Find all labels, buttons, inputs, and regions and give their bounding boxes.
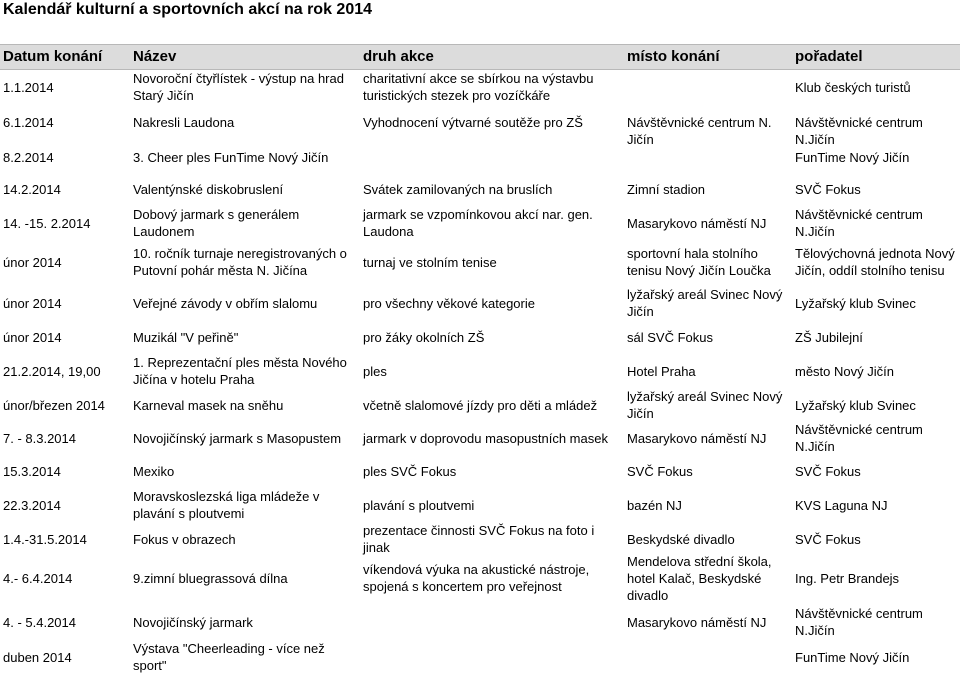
cell-venue: SVČ Fokus xyxy=(627,464,693,479)
cell-type: včetně slalomové jízdy pro děti a mládež xyxy=(363,398,598,413)
cell-date: 14.2.2014 xyxy=(3,182,61,197)
cell-organizer: FunTime Nový Jičín xyxy=(795,650,910,665)
cell-name: Novojičínský jarmark s Masopustem xyxy=(133,431,342,446)
cell-date: 22.3.2014 xyxy=(3,498,61,513)
cell-organizer: ZŠ Jubilejní xyxy=(795,330,863,345)
page-title: Kalendář kulturní a sportovních akcí na rok 2014 xyxy=(3,1,373,18)
cell-name: Novojičínský jarmark xyxy=(133,615,253,630)
cell-venue: sál SVČ Fokus xyxy=(627,330,713,345)
cell-name: Moravskoslezská liga mládeže v plavání s ploutvemi xyxy=(133,489,320,521)
cell-type: charitativní akce se sbírkou na výstavbu turistických stezek pro vozíčkáře xyxy=(363,71,594,103)
cell-venue: Hotel Praha xyxy=(627,364,696,379)
cell-name: 1. Reprezentační ples města Nového Jičína v hotelu Praha xyxy=(133,355,347,387)
cell-date: únor 2014 xyxy=(3,330,62,345)
cell-venue: Zimní stadion xyxy=(627,182,706,197)
cell-venue: Masarykovo náměstí NJ xyxy=(627,615,767,630)
header-venue: místo konání xyxy=(627,48,720,65)
cell-type: ples xyxy=(363,364,387,379)
cell-name: Dobový jarmark s generálem Laudonem xyxy=(133,207,300,239)
cell-type: pro žáky okolních ZŠ xyxy=(363,330,485,345)
cell-type: ples SVČ Fokus xyxy=(363,464,457,479)
cell-date: 4. - 5.4.2014 xyxy=(3,615,76,630)
cell-name: Nakresli Laudona xyxy=(133,115,235,130)
cell-date: 14. -15. 2.2014 xyxy=(3,216,91,231)
cell-type: Svátek zamilovaných na bruslích xyxy=(363,182,553,197)
cell-date: únor 2014 xyxy=(3,296,62,311)
cell-name: Fokus v obrazech xyxy=(133,532,236,547)
header-name: Název xyxy=(133,48,177,65)
header-type: druh akce xyxy=(363,48,434,65)
cell-date: duben 2014 xyxy=(3,650,72,665)
cell-type: víkendová výuka na akustické nástroje, spojená s koncertem pro veřejnost xyxy=(363,562,590,594)
header-date: Datum konání xyxy=(3,48,103,65)
cell-date: únor 2014 xyxy=(3,255,62,270)
header-organizer: pořadatel xyxy=(795,48,863,65)
cell-type: plavání s ploutvemi xyxy=(363,498,475,513)
cell-name: Valentýnské diskobruslení xyxy=(133,182,284,197)
cell-name: Karneval masek na sněhu xyxy=(133,398,284,413)
cell-venue: Masarykovo náměstí NJ xyxy=(627,431,767,446)
cell-organizer: Lyžařský klub Svinec xyxy=(795,296,916,311)
cell-venue: Mendelova střední škola, hotel Kalač, Beskydské divadlo xyxy=(627,554,772,603)
cell-name: Muzikál "V peřině" xyxy=(133,330,239,345)
cell-type: turnaj ve stolním tenise xyxy=(363,255,497,270)
cell-date: 21.2.2014, 19,00 xyxy=(3,364,101,379)
cell-name: Veřejné závody v obřím slalomu xyxy=(133,296,318,311)
cell-name: 10. ročník turnaje neregistrovaných o Putovní pohár města N. Jičína xyxy=(133,246,347,278)
cell-venue: Beskydské divadlo xyxy=(627,532,735,547)
cell-date: únor/březen 2014 xyxy=(3,398,105,413)
cell-date: 1.1.2014 xyxy=(3,80,54,95)
cell-organizer: KVS Laguna NJ xyxy=(795,498,888,513)
cell-type: Vyhodnocení výtvarné soutěže pro ZŠ xyxy=(363,115,583,130)
table-header xyxy=(0,44,960,70)
cell-organizer: Klub českých turistů xyxy=(795,80,911,95)
cell-name: Novoroční čtyřlístek - výstup na hrad Starý Jičín xyxy=(133,71,344,103)
cell-organizer: SVČ Fokus xyxy=(795,532,861,547)
cell-organizer: Návštěvnické centrum N.Jičín xyxy=(795,606,923,638)
cell-venue: lyžařský areál Svinec Nový Jičín xyxy=(627,389,783,421)
cell-venue: bazén NJ xyxy=(627,498,682,513)
cell-name: Výstava "Cheerleading - více než sport" xyxy=(133,641,325,673)
cell-name: 3. Cheer ples FunTime Nový Jičín xyxy=(133,150,329,165)
cell-organizer: FunTime Nový Jičín xyxy=(795,150,910,165)
cell-organizer: Ing. Petr Brandejs xyxy=(795,571,900,586)
cell-type: prezentace činnosti SVČ Fokus na foto i jinak xyxy=(363,523,595,555)
cell-date: 4.- 6.4.2014 xyxy=(3,571,73,586)
cell-type: jarmark v doprovodu masopustních masek xyxy=(363,431,608,446)
cell-date: 1.4.-31.5.2014 xyxy=(3,532,87,547)
cell-organizer: Tělovýchovná jednota Nový Jičín, oddíl stolního tenisu xyxy=(795,246,955,278)
cell-organizer: Návštěvnické centrum N.Jičín xyxy=(795,115,923,147)
cell-venue: lyžařský areál Svinec Nový Jičín xyxy=(627,287,783,319)
cell-organizer: město Nový Jičín xyxy=(795,364,894,379)
cell-organizer: SVČ Fokus xyxy=(795,464,861,479)
cell-type: pro všechny věkové kategorie xyxy=(363,296,535,311)
cell-organizer: SVČ Fokus xyxy=(795,182,861,197)
cell-name: Mexiko xyxy=(133,464,175,479)
cell-date: 15.3.2014 xyxy=(3,464,61,479)
cell-type: jarmark se vzpomínkovou akcí nar. gen. Laudona xyxy=(363,207,593,239)
cell-date: 7. - 8.3.2014 xyxy=(3,431,76,446)
cell-date: 8.2.2014 xyxy=(3,150,54,165)
cell-venue: Návštěvnické centrum N. Jičín xyxy=(627,115,772,147)
cell-organizer: Lyžařský klub Svinec xyxy=(795,398,916,413)
cell-date: 6.1.2014 xyxy=(3,115,54,130)
cell-venue: Masarykovo náměstí NJ xyxy=(627,216,767,231)
cell-organizer: Návštěvnické centrum N.Jičín xyxy=(795,422,923,454)
cell-venue: sportovní hala stolního tenisu Nový Jičín Loučka xyxy=(627,246,771,278)
cell-organizer: Návštěvnické centrum N.Jičín xyxy=(795,207,923,239)
cell-name: 9.zimní bluegrassová dílna xyxy=(133,571,288,586)
